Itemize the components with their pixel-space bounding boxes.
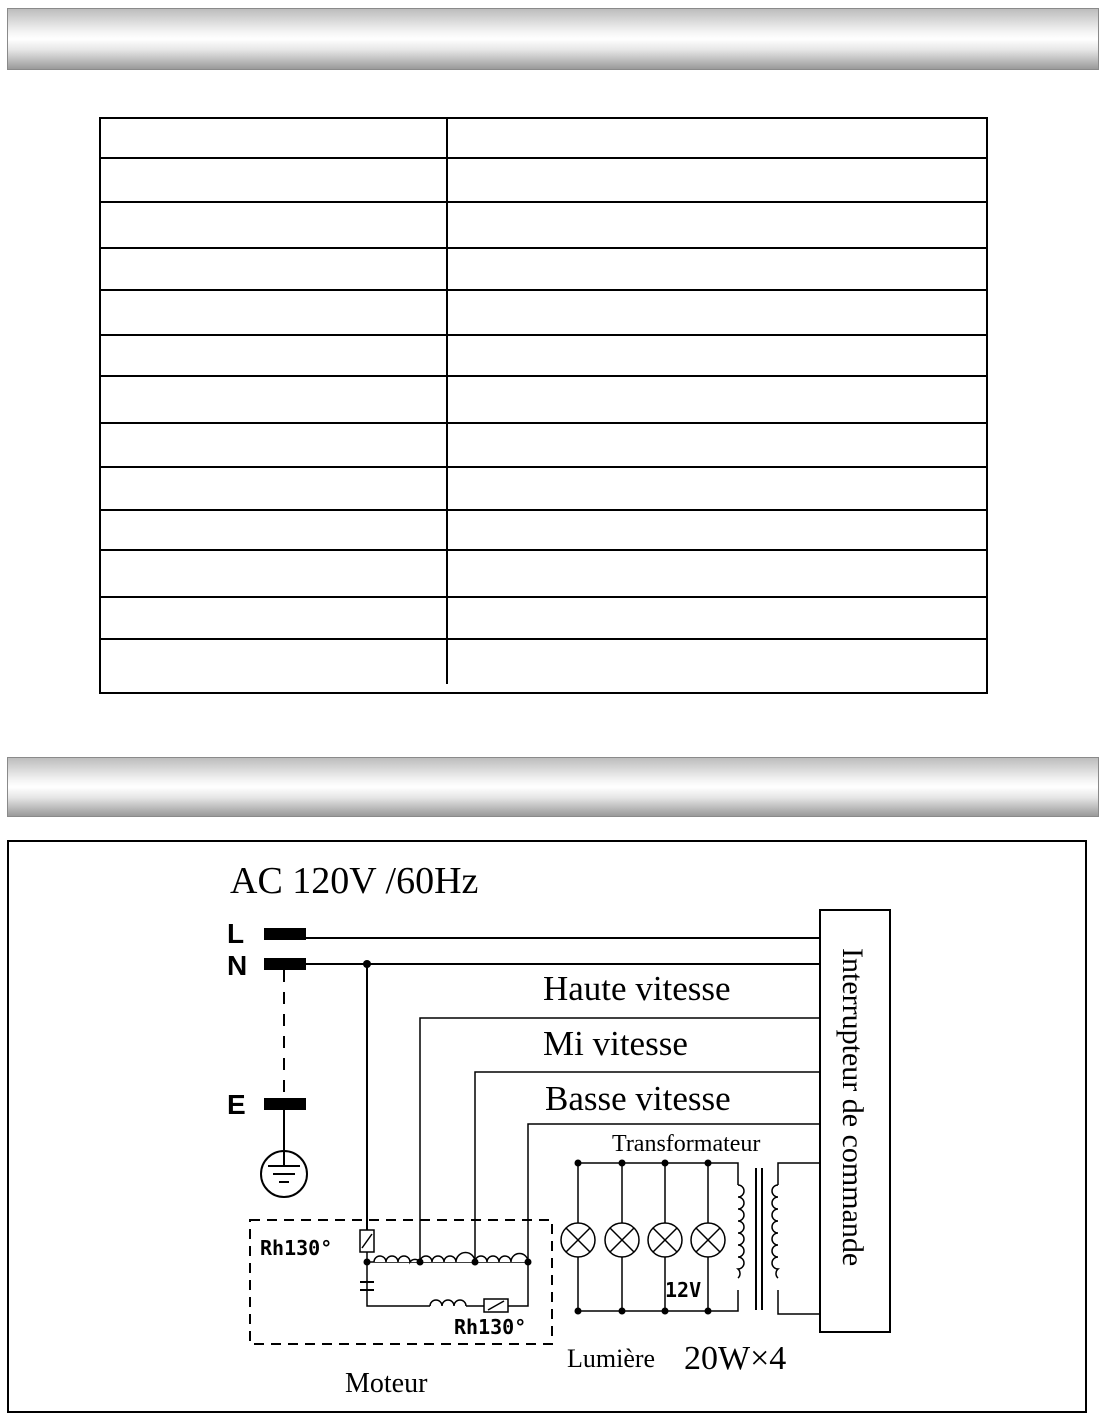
lamp-voltage-label: 12V: [665, 1278, 702, 1302]
junction-dot: [472, 1259, 479, 1266]
junction-dot: [575, 1160, 582, 1167]
thermal-protector-label: Rh130°: [454, 1315, 527, 1339]
mid-speed-label: Mi vitesse: [543, 1024, 688, 1063]
thermal-protector-symbol: [484, 1299, 508, 1312]
motor-wire: [367, 1302, 430, 1306]
ground-icon: [261, 1151, 307, 1197]
terminal-l-bar: [264, 928, 306, 940]
light-label: Lumière: [567, 1344, 656, 1373]
transformer-secondary-coil: [772, 1185, 778, 1278]
lamp-icon: [605, 1163, 639, 1311]
high-speed-label: Haute vitesse: [543, 969, 731, 1008]
thermal-protector-label: Rh130°: [260, 1236, 333, 1260]
supply-rating-label: AC 120V /60Hz: [230, 860, 479, 902]
motor-label: Moteur: [345, 1368, 428, 1399]
junction-dot: [619, 1160, 626, 1167]
transformer-label: Transformateur: [612, 1131, 761, 1157]
light-rating-label: 20W×4: [684, 1340, 787, 1377]
terminal-e-bar: [264, 1098, 306, 1110]
transformer-primary-coil: [738, 1185, 744, 1278]
motor-wire: [508, 1262, 528, 1306]
low-speed-label: Basse vitesse: [545, 1079, 731, 1118]
junction-dot: [662, 1160, 669, 1167]
lamp-icon: [561, 1163, 595, 1311]
terminal-n-label: N: [227, 950, 248, 981]
junction-dot: [364, 1259, 371, 1266]
terminal-n-bar: [264, 958, 306, 970]
terminal-e-label: E: [227, 1089, 246, 1120]
transformer-wire: [708, 1290, 738, 1311]
transformer-wire: [778, 1163, 820, 1185]
thermal-protector-symbol: [360, 1230, 374, 1252]
transformer-wire: [708, 1163, 738, 1185]
motor-winding-coil: [374, 1253, 528, 1263]
control-switch-label: Interrupteur de commande: [836, 948, 869, 1267]
motor-winding-coil: [430, 1300, 466, 1306]
junction-dot: [619, 1308, 626, 1315]
junction-dot: [575, 1308, 582, 1315]
junction-dot: [417, 1259, 424, 1266]
junction-dot: [662, 1308, 669, 1315]
terminal-l-label: L: [227, 918, 245, 949]
transformer-wire: [778, 1290, 820, 1314]
